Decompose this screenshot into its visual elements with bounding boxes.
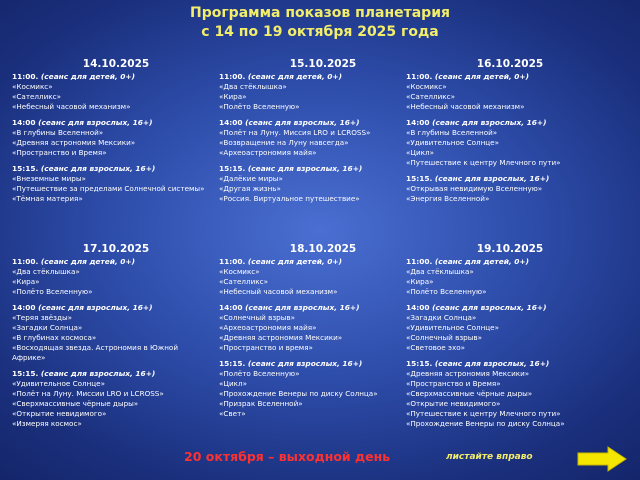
program-item: «Два стёклышка»: [12, 267, 80, 276]
session-audience: (сеанс для детей, 0+): [247, 72, 342, 81]
program-item: «Два стёклышка»: [219, 82, 287, 91]
page-subtitle: с 14 по 19 октября 2025 года: [201, 24, 439, 40]
program-item: «Цикл»: [219, 379, 247, 388]
program-item: «Пространство и время»: [219, 343, 313, 352]
program-item: «В глубины Вселенной»: [12, 128, 104, 137]
day-date: 18.10.2025: [289, 243, 357, 255]
session: [219, 72, 427, 112]
program-item: «Загадки Солнца»: [406, 313, 477, 322]
program-item: «Сверхмассивные чёрные дыры»: [12, 399, 139, 408]
session-header: [12, 72, 220, 82]
day-date: 19.10.2025: [476, 243, 544, 255]
session-time: 14:00: [406, 118, 430, 127]
session: [406, 257, 614, 297]
session-header: [12, 257, 220, 267]
session-header: [406, 359, 614, 369]
program-item: «Возвращение на Луну навсегда»: [219, 138, 349, 147]
program-item: «Открытие невидимого»: [12, 409, 107, 418]
program-item: «Полёто Вселенную»: [12, 287, 93, 296]
session: [12, 369, 220, 429]
session-header: [406, 174, 614, 184]
program-item: «Загадки Солнца»: [12, 323, 83, 332]
day-date: 16.10.2025: [476, 58, 544, 70]
session-audience: (сеанс для взрослых, 16+): [40, 164, 156, 173]
program-item: «Путешествие за пределами Солнечной системы»: [12, 184, 205, 193]
program-item: «Удивительное Солнце»: [406, 138, 499, 147]
session-audience: (сеанс для взрослых, 16+): [432, 303, 547, 312]
program-item: «В глубинах космоса»: [12, 333, 97, 342]
session-audience: (сеанс для взрослых, 16+): [434, 174, 550, 183]
session-header: [219, 303, 427, 313]
program-item: «Космикс»: [12, 82, 53, 91]
program-item: «Археоастрономия майя»: [219, 323, 317, 332]
session-audience: (сеанс для взрослых, 16+): [40, 369, 156, 378]
arrow-right-icon: [576, 445, 628, 473]
session-audience: (сеанс для взрослых, 16+): [38, 118, 153, 127]
day-off-note: 20 октября – выходной день: [184, 449, 391, 464]
program-item: «Сателликс»: [12, 92, 61, 101]
program-item: «Полёт на Луну. Миссии LRO и LCROSS»: [12, 389, 164, 398]
session-header: [12, 118, 220, 128]
program-item: «Другая жизнь»: [219, 184, 281, 193]
session-time: 11:00.: [219, 257, 246, 266]
program-item: «Небесный часовой механизм»: [12, 102, 131, 111]
day-block: [406, 243, 614, 435]
program-item: «Сателликс»: [406, 92, 455, 101]
session-header: [219, 257, 427, 267]
program-item: Африке»: [12, 353, 46, 362]
session-time: 11:00.: [406, 257, 433, 266]
program-item: «Полёто Вселенную»: [219, 369, 300, 378]
session-header: [219, 72, 427, 82]
program-item: «Кира»: [406, 277, 434, 286]
session: [219, 257, 427, 297]
program-item: «Свет»: [219, 409, 246, 418]
session-time: 15:15.: [219, 359, 246, 368]
program-item: «Пространство и Время»: [406, 379, 501, 388]
session-audience: (сеанс для взрослых, 16+): [245, 303, 360, 312]
day-block: [12, 243, 220, 435]
program-item: «Космикс»: [406, 82, 447, 91]
program-item: «Солнечный взрыв»: [406, 333, 483, 342]
session-time: 11:00.: [406, 72, 433, 81]
program-item: «Световое эхо»: [406, 343, 465, 352]
program-item: «Кира»: [219, 92, 247, 101]
session: [12, 257, 220, 297]
page-title: Программа показов планетария: [190, 5, 450, 21]
program-item: «Цикл»: [406, 148, 434, 157]
program-item: «Теряя звёзды»: [12, 313, 73, 322]
session-time: 15:15.: [12, 164, 39, 173]
program-item: «Кира»: [12, 277, 40, 286]
session-time: 15:15.: [406, 174, 433, 183]
session-header: [12, 369, 220, 379]
session: [406, 359, 614, 429]
program-item: «Древняя астрономия Мексики»: [12, 138, 136, 147]
session-header: [406, 72, 614, 82]
session-time: 15:15.: [406, 359, 433, 368]
day-block: [219, 58, 427, 210]
session-audience: (сеанс для детей, 0+): [40, 257, 135, 266]
session-time: 15:15.: [219, 164, 246, 173]
program-item: «Древняя астрономия Мексики»: [219, 333, 343, 342]
session-time: 14:00: [219, 303, 243, 312]
program-item: «Небесный часовой механизм»: [219, 287, 338, 296]
session-header: [406, 257, 614, 267]
session: [12, 303, 220, 363]
day-date: 15.10.2025: [289, 58, 357, 70]
session-audience: (сеанс для взрослых, 16+): [432, 118, 547, 127]
session-header: [12, 164, 220, 174]
session-audience: (сеанс для детей, 0+): [40, 72, 135, 81]
program-item: «Пространство и Время»: [12, 148, 107, 157]
next-page-button[interactable]: [576, 445, 628, 473]
program-item: «Удивительное Солнце»: [406, 323, 499, 332]
session-header: [12, 303, 220, 313]
day-date: 14.10.2025: [82, 58, 150, 70]
session-audience: (сеанс для взрослых, 16+): [247, 164, 363, 173]
program-item: «Солнечный взрыв»: [219, 313, 296, 322]
session-time: 14:00: [12, 303, 36, 312]
program-item: «Полёто Вселенную»: [406, 287, 487, 296]
day-block: [406, 58, 614, 210]
program-item: «Открытие невидимого»: [406, 399, 501, 408]
program-item: «Полёто Вселенную»: [219, 102, 300, 111]
program-item: «Небесный часовой механизм»: [406, 102, 525, 111]
session: [12, 72, 220, 112]
program-item: «Два стёклышка»: [406, 267, 474, 276]
session: [12, 118, 220, 158]
session-header: [406, 118, 614, 128]
program-item: «Прохождение Венеры по диску Солнца»: [406, 419, 565, 428]
session-header: [406, 303, 614, 313]
program-item: «Призрак Вселенной»: [219, 399, 303, 408]
session-time: 14:00: [406, 303, 430, 312]
program-item: «Открывая невидимую Вселенную»: [406, 184, 543, 193]
program-item: «Путешествие к центру Млечного пути»: [406, 158, 561, 167]
program-item: «Полёт на Луну. Миссия LRO и LCROSS»: [219, 128, 371, 137]
program-item: «Удивительное Солнце»: [12, 379, 105, 388]
session: [406, 118, 614, 168]
session: [219, 359, 427, 419]
session: [406, 303, 614, 353]
session: [406, 72, 614, 112]
session-audience: (сеанс для детей, 0+): [434, 257, 529, 266]
session-header: [219, 118, 427, 128]
session-audience: (сеанс для детей, 0+): [247, 257, 342, 266]
scroll-hint: листайте вправо: [446, 452, 533, 462]
program-item: «Сателликс»: [219, 277, 268, 286]
session-time: 14:00: [219, 118, 243, 127]
session-time: 11:00.: [219, 72, 246, 81]
program-item: «В глубины Вселенной»: [406, 128, 498, 137]
program-item: «Внеземные миры»: [12, 174, 86, 183]
program-item: «Сверхмассивные чёрные дыры»: [406, 389, 533, 398]
program-item: «Восходящая звезда. Астрономия в Южной: [12, 343, 178, 352]
program-item: «Прохождение Венеры по диску Солнца»: [219, 389, 378, 398]
program-item: «Измеряя космос»: [12, 419, 82, 428]
session: [219, 164, 427, 204]
program-item: «Путешествие к центру Млечного пути»: [406, 409, 561, 418]
program-item: «Россия. Виртуальное путешествие»: [219, 194, 360, 203]
session-time: 14:00: [12, 118, 36, 127]
program-item: «Далёкие миры»: [219, 174, 283, 183]
session: [12, 164, 220, 204]
session-time: 15:15.: [12, 369, 39, 378]
program-item: «Космикс»: [219, 267, 260, 276]
session: [406, 174, 614, 204]
day-block: [12, 58, 220, 210]
session-audience: (сеанс для взрослых, 16+): [245, 118, 360, 127]
program-item: «Древняя астрономия Мексики»: [406, 369, 530, 378]
program-item: «Энергия Вселенной»: [406, 194, 490, 203]
day-block: [219, 243, 427, 425]
day-date: 17.10.2025: [82, 243, 150, 255]
session: [219, 303, 427, 353]
program-item: «Археоастрономия майя»: [219, 148, 317, 157]
session-time: 11:00.: [12, 72, 39, 81]
session-audience: (сеанс для взрослых, 16+): [434, 359, 550, 368]
session-audience: (сеанс для взрослых, 16+): [247, 359, 363, 368]
session-header: [219, 164, 427, 174]
session-time: 11:00.: [12, 257, 39, 266]
session-audience: (сеанс для взрослых, 16+): [38, 303, 153, 312]
session-audience: (сеанс для детей, 0+): [434, 72, 529, 81]
session-header: [219, 359, 427, 369]
program-item: «Тёмная материя»: [12, 194, 83, 203]
session: [219, 118, 427, 158]
